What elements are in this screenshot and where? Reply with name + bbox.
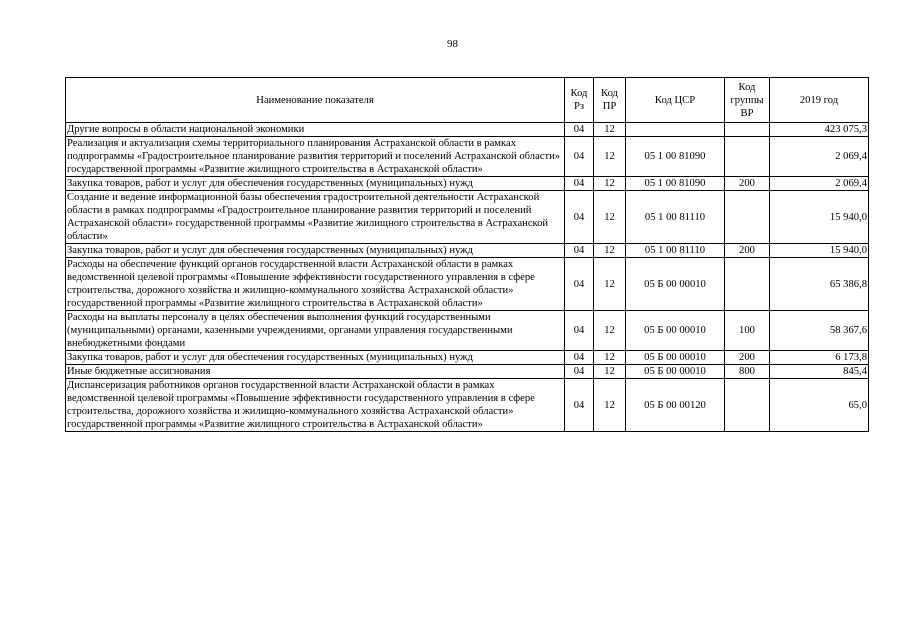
header-pr: Код ПР: [594, 78, 626, 123]
table-row: [66, 379, 869, 432]
row-vr: [725, 123, 770, 137]
row-vr: [725, 379, 770, 432]
row-csr: 05 Б 00 00010: [626, 258, 725, 311]
row-pr: 12: [594, 351, 626, 365]
row-vr: [725, 191, 770, 244]
table-row: [66, 365, 869, 379]
row-rz: 04: [565, 379, 594, 432]
row-rz: 04: [565, 311, 594, 351]
row-vr: 100: [725, 311, 770, 351]
table-row: [66, 191, 869, 244]
row-rz: 04: [565, 244, 594, 258]
row-csr: 05 Б 00 00010: [626, 311, 725, 351]
row-vr: 800: [725, 365, 770, 379]
row-rz: 04: [565, 258, 594, 311]
row-name: Закупка товаров, работ и услуг для обеспечения государственных (муниципальных) нужд: [66, 177, 565, 191]
row-amount: 845,4: [770, 365, 869, 379]
row-rz: 04: [565, 191, 594, 244]
row-name: Создание и ведение информационной базы обеспечения градостроительной деятельности Астраханской области в рамках подпрограммы «Градостроительное планирование развития территорий и поселений Астраханской области» государственной программы «Развитие жилищного строительства в Астраханской области»: [66, 191, 565, 244]
header-year: 2019 год: [770, 78, 869, 123]
row-csr: 05 1 00 81110: [626, 191, 725, 244]
row-csr: [626, 123, 725, 137]
row-csr: 05 1 00 81110: [626, 244, 725, 258]
page-number: 98: [447, 38, 458, 50]
row-csr: 05 1 00 81090: [626, 177, 725, 191]
row-pr: 12: [594, 177, 626, 191]
row-name: Расходы на обеспечение функций органов государственной власти Астраханской области в рамках ведомственной целевой программы «Повышение эффективности государственного управления в сфере строительства, дорожного хозяйства и жилищно-коммунального хозяйства Астраханской области» государственной программы «Развитие жилищного строительства в Астраханской области»: [66, 258, 565, 311]
row-amount: 15 940,0: [770, 191, 869, 244]
row-name: Закупка товаров, работ и услуг для обеспечения государственных (муниципальных) нужд: [66, 244, 565, 258]
row-pr: 12: [594, 311, 626, 351]
row-pr: 12: [594, 191, 626, 244]
row-amount: 6 173,8: [770, 351, 869, 365]
row-vr: [725, 137, 770, 177]
table-row: [66, 311, 869, 351]
row-amount: 65 386,8: [770, 258, 869, 311]
row-amount: 2 069,4: [770, 137, 869, 177]
row-csr: 05 Б 00 00010: [626, 351, 725, 365]
table-row: [66, 258, 869, 311]
row-pr: 12: [594, 244, 626, 258]
table-row: [66, 177, 869, 191]
row-vr: 200: [725, 177, 770, 191]
table-row: [66, 123, 869, 137]
row-vr: 200: [725, 351, 770, 365]
table-row: [66, 137, 869, 177]
row-name: Другие вопросы в области национальной экономики: [66, 123, 565, 137]
table-row: [66, 351, 869, 365]
header-csr: Код ЦСР: [626, 78, 725, 123]
row-name: Реализация и актуализация схемы территориального планирования Астраханской области в рамках подпрограммы «Градостроительное планирование развития территорий и поселений Астраханской области» государственной программы «Развитие жилищного строительства в Астраханской области»: [66, 137, 565, 177]
row-pr: 12: [594, 137, 626, 177]
row-name: Иные бюджетные ассигнования: [66, 365, 565, 379]
row-amount: 65,0: [770, 379, 869, 432]
row-amount: 15 940,0: [770, 244, 869, 258]
row-csr: 05 Б 00 00010: [626, 365, 725, 379]
row-rz: 04: [565, 123, 594, 137]
row-pr: 12: [594, 123, 626, 137]
header-rz: Код Рз: [565, 78, 594, 123]
row-rz: 04: [565, 137, 594, 177]
row-amount: 423 075,3: [770, 123, 869, 137]
table-row: [66, 244, 869, 258]
row-rz: 04: [565, 351, 594, 365]
row-csr: 05 1 00 81090: [626, 137, 725, 177]
row-name: Диспансеризация работников органов государственной власти Астраханской области в рамках ведомственной целевой программы «Повышение эффективности государственного управления в сфере строительства, дорожного хозяйства и жилищно-коммунального хозяйства Астраханской области» государственной программы «Развитие жилищного строительства в Астраханской области»: [66, 379, 565, 432]
row-pr: 12: [594, 379, 626, 432]
row-amount: 2 069,4: [770, 177, 869, 191]
budget-table: [65, 77, 869, 432]
table-header-row: [66, 78, 869, 123]
row-name: Закупка товаров, работ и услуг для обеспечения государственных (муниципальных) нужд: [66, 351, 565, 365]
row-rz: 04: [565, 365, 594, 379]
row-name: Расходы на выплаты персоналу в целях обеспечения выполнения функций государственными (муниципальными) органами, казенными учреждениями, органами управления государственными внебюджетными фондами: [66, 311, 565, 351]
header-name: Наименование показателя: [66, 78, 565, 123]
row-pr: 12: [594, 365, 626, 379]
row-amount: 58 367,6: [770, 311, 869, 351]
row-vr: [725, 258, 770, 311]
row-csr: 05 Б 00 00120: [626, 379, 725, 432]
row-pr: 12: [594, 258, 626, 311]
row-rz: 04: [565, 177, 594, 191]
row-vr: 200: [725, 244, 770, 258]
header-vr: Код группы ВР: [725, 78, 770, 123]
